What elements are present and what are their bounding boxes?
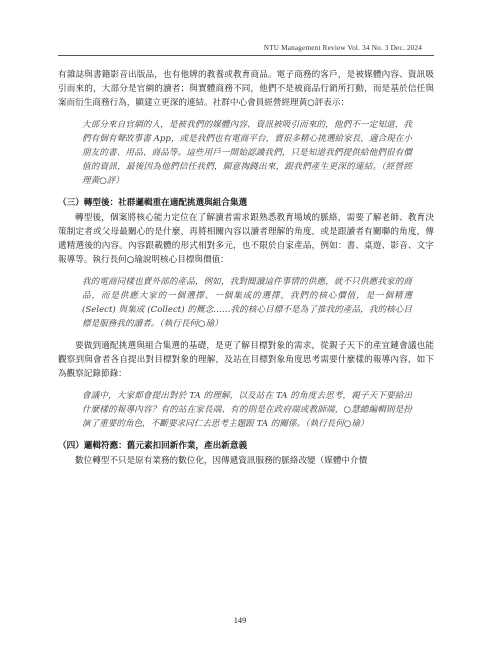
body-paragraph-1: 有雜誌與書籍影音出版品，也有他牌的教養或教育商品。電子商務的客戶，是被媒體內容、資訊吸引而來的，大部分是官網的讀者；與實體商務不同，他們不是被商品行銷所打動，而是基於信任與案而衍生商務行為，顯建立更深的連結。社群中心會員經營經理黃○評表示： — [58, 70, 434, 108]
observation-quote-3: 會議中，大家都會提出對於 TA 的理解，以及站在 TA 的角度去思考，親子天下要給出什麼樣的報導內容？有的站在家長端、有的則是在政府端或教師端，○慧總編輯則是扮演了重要的角色，不斷要求同仁去思考主題跟 TA 的關係。（執行長何○瑜） — [82, 391, 412, 429]
section-heading-3: （三）轉型後：社群邏輯重在適配挑選與組合集選 — [58, 198, 248, 208]
header-rule — [58, 55, 434, 56]
interview-quote-2: 我的電商同樣也賣外部的產品，例如，我對閱讀這件事情的供應，就不只供應我家的商品，而是供應大家的一個選擇、一個集成的選擇，我們的核心價值，是一個精選 (Select) 與集成 (Collect) 的概念……我的核心目標不是為了推我的產品，我的核心目標是服務我的讀者。（執行長何○瑜） — [82, 277, 412, 329]
body-paragraph-3: 要做到適配挑選與組合集選的基礎，是更了解目標對象的需求，從親子天下的產宜鏈會議也能觀察到與會者各自提出對目標對象的理解，及站在目標對象角度思考需要什麼樣的報導內容，如下為觀察記錄節錄： — [58, 341, 434, 379]
running-header: NTU Management Review Vol. 34 No. 3 Dec. 2024 — [263, 44, 422, 52]
page-number: 149 — [233, 616, 247, 625]
section-heading-4: （四）邏輯符應：舊元素扣回新作業，產出新意義 — [58, 441, 248, 451]
body-paragraph-2: 轉型後，個案將核心能力定位在了解讀者需求跟熟悉教育場域的脈絡，需要了解老師、教育決策制定者或父母最關心的是什麼，再將相關內容以讀者理解的角度，或是跟讀者有關聯的角度，傳遞精選後的內容。內容跟載體的形式相對多元，也不限於自家產品，例如：書、桌遊、影音、文字報導等。執行長何○瑜說明核心目標與價值： — [58, 213, 434, 265]
article-body — [58, 68, 434, 468]
body-paragraph-4: 數位轉型不只是原有業務的數位化，因傳遞資訊服務的脈絡改變（媒體中介價 — [75, 456, 368, 466]
interview-quote-1: 大部分來自官網的人，是被我們的媒體內容、資訊被吸引而來的，他們不一定知道，我們有個有聲故事書 App，或是我們也有電商平台，賣很多精心挑選給家長，適合現在小朋友的書、用品、商品等。這些用戶一開始認識我們，只是知道我們提供給他們很有價值的資訊，最後因為他們信任我們，願意掏錢出來，跟我們產生更深的連結。（經營經理黃○評） — [82, 120, 412, 186]
